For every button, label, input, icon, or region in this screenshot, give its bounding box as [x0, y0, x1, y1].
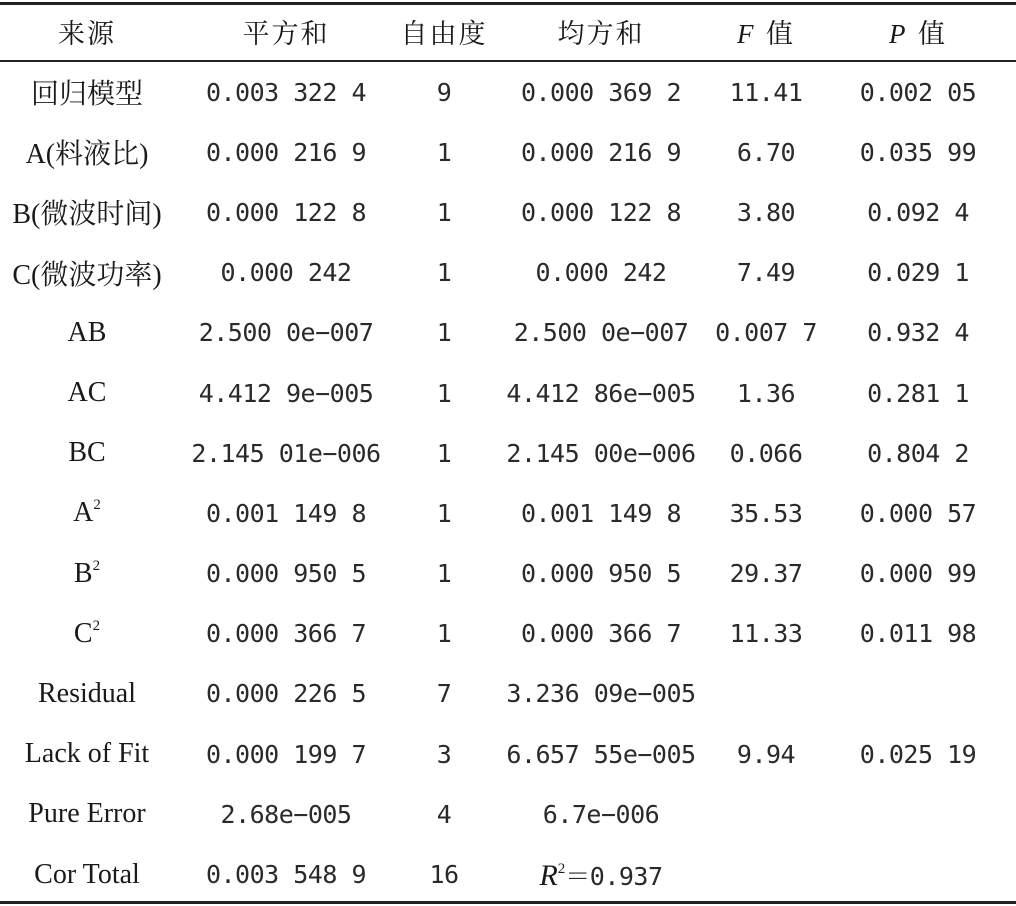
cell-source — [0, 423, 174, 483]
source-label: C — [73, 617, 93, 649]
header-sum-of-squares: 平方和 — [242, 18, 330, 50]
cell-p-value-total — [820, 844, 1016, 904]
cell-p-value: 0.804 2 — [867, 438, 969, 468]
cell-df: 7 — [436, 679, 452, 709]
cell-p-value: 0.025 19 — [859, 739, 977, 769]
cell-p-value — [820, 664, 1016, 724]
header-f-symbol: F — [736, 18, 756, 49]
source-label: AB — [67, 316, 107, 348]
cell-f-value: 11.41 — [729, 77, 803, 107]
cell-mean-square: 0.000 369 2 — [520, 77, 682, 107]
source-label: Lack of Fit — [24, 738, 150, 770]
source-exponent: 2 — [92, 617, 101, 634]
cell-mean-square: 0.001 149 8 — [520, 498, 682, 528]
cell-p-value: 0.011 98 — [859, 619, 977, 649]
cell-sum-of-squares-total: 0.003 548 9 — [205, 860, 367, 890]
cell-source — [0, 784, 174, 844]
cell-df: 1 — [436, 619, 452, 649]
source-label: Pure Error — [28, 798, 146, 830]
cell-df: 1 — [436, 137, 452, 167]
source-label: A(料液比) — [25, 139, 149, 171]
cell-sum-of-squares: 0.000 366 7 — [205, 619, 367, 649]
table-row — [0, 182, 1016, 242]
cell-source — [0, 664, 174, 724]
header-source: 来源 — [58, 18, 116, 50]
header-mean-square: 均方和 — [557, 18, 645, 50]
cell-df-total: 16 — [429, 860, 459, 890]
cell-mean-square: 0.000 216 9 — [520, 137, 682, 167]
table-row — [0, 122, 1016, 182]
cell-sum-of-squares: 0.001 149 8 — [205, 498, 367, 528]
cell-sum-of-squares: 2.500 0e−007 — [198, 318, 374, 348]
cell-f-value: 6.70 — [736, 137, 796, 167]
cell-df: 1 — [436, 318, 452, 348]
cell-sum-of-squares: 0.000 199 7 — [205, 739, 367, 769]
header-p-value — [820, 0, 1016, 62]
cell-f-value: 35.53 — [729, 498, 803, 528]
header-p-suffix: 值 — [907, 18, 948, 50]
cell-source — [0, 724, 174, 784]
cell-f-value — [712, 784, 820, 844]
cell-mean-square: 4.412 86e−005 — [506, 378, 696, 408]
cell-source — [0, 303, 174, 363]
cell-p-value: 0.029 1 — [867, 258, 969, 288]
cell-sum-of-squares: 0.000 216 9 — [205, 137, 367, 167]
header-f-suffix: 值 — [755, 18, 796, 50]
source-label: BC — [68, 437, 106, 469]
r-squared-symbol: R — [539, 858, 558, 892]
cell-df: 1 — [436, 197, 452, 227]
cell-df: 9 — [436, 77, 452, 107]
cell-df: 1 — [436, 438, 452, 468]
header-row — [0, 0, 1016, 62]
cell-sum-of-squares: 0.000 950 5 — [205, 559, 367, 589]
cell-source — [0, 243, 174, 303]
cell-sum-of-squares: 2.145 01e−006 — [191, 438, 381, 468]
cell-mean-square: 0.000 950 5 — [520, 559, 682, 589]
cell-f-value: 0.007 7 — [715, 318, 817, 348]
cell-p-value: 0.035 99 — [859, 137, 977, 167]
cell-df: 4 — [436, 799, 452, 829]
cell-p-value: 0.000 99 — [859, 559, 977, 589]
table-row — [0, 604, 1016, 664]
cell-mean-square: 2.145 00e−006 — [506, 438, 696, 468]
cell-sum-of-squares: 0.000 122 8 — [205, 197, 367, 227]
table-row — [0, 303, 1016, 363]
cell-source — [0, 483, 174, 543]
table-row — [0, 62, 1016, 122]
source-label: 回归模型 — [30, 79, 143, 111]
cell-df: 1 — [436, 559, 452, 589]
source-label: Residual — [38, 677, 136, 709]
table-row — [0, 243, 1016, 303]
cell-source — [0, 62, 174, 122]
cell-mean-square: 6.7e−006 — [542, 799, 660, 829]
cell-source — [0, 122, 174, 182]
total-row — [0, 844, 1016, 904]
table-row — [0, 423, 1016, 483]
cell-p-value: 0.932 4 — [867, 318, 969, 348]
cell-f-value — [712, 664, 820, 724]
source-exponent: 2 — [93, 497, 101, 514]
cell-f-value: 9.94 — [736, 739, 796, 769]
source-label: B(微波时间) — [12, 199, 162, 231]
cell-sum-of-squares: 4.412 9e−005 — [198, 378, 374, 408]
cell-sum-of-squares: 0.003 322 4 — [205, 77, 367, 107]
cell-sum-of-squares: 0.000 242 — [220, 258, 352, 288]
cell-sum-of-squares: 0.000 226 5 — [205, 679, 367, 709]
r-squared-value: ＝0.937 — [565, 861, 663, 891]
cell-source — [0, 363, 174, 423]
table-row — [0, 544, 1016, 604]
cell-r-squared — [490, 844, 712, 904]
cell-f-value: 29.37 — [729, 559, 803, 589]
cell-p-value: 0.002 05 — [859, 77, 977, 107]
cell-source — [0, 544, 174, 604]
cell-df: 1 — [436, 498, 452, 528]
table-row — [0, 664, 1016, 724]
cell-mean-square: 6.657 55e−005 — [506, 739, 696, 769]
cell-f-value-total — [712, 844, 820, 904]
table-row — [0, 724, 1016, 784]
cell-f-value: 1.36 — [736, 378, 796, 408]
source-label: AC — [67, 377, 107, 409]
cell-source — [0, 604, 174, 664]
table-row — [0, 483, 1016, 543]
cell-f-value: 11.33 — [729, 619, 803, 649]
cell-f-value: 3.80 — [736, 197, 796, 227]
table-row — [0, 363, 1016, 423]
cell-p-value — [820, 784, 1016, 844]
table-row — [0, 784, 1016, 844]
header-f-value — [712, 0, 820, 62]
r-squared-exponent: 2 — [557, 860, 566, 877]
cell-source — [0, 182, 174, 242]
cell-df: 3 — [436, 739, 452, 769]
cell-f-value: 7.49 — [736, 258, 796, 288]
cell-p-value: 0.092 4 — [867, 197, 969, 227]
cell-sum-of-squares: 2.68e−005 — [220, 799, 352, 829]
header-p-symbol: P — [888, 18, 908, 49]
cell-mean-square: 0.000 242 — [535, 258, 667, 288]
cell-source-total: Cor Total — [34, 858, 140, 890]
cell-mean-square: 3.236 09e−005 — [506, 679, 696, 709]
cell-mean-square: 0.000 366 7 — [520, 619, 682, 649]
cell-mean-square: 2.500 0e−007 — [513, 318, 689, 348]
cell-f-value: 0.066 — [729, 438, 803, 468]
cell-df: 1 — [436, 258, 452, 288]
cell-mean-square: 0.000 122 8 — [520, 197, 682, 227]
source-label: C(微波功率) — [12, 259, 162, 291]
source-exponent: 2 — [92, 557, 101, 574]
source-label: B — [73, 557, 93, 589]
cell-p-value: 0.000 57 — [859, 498, 977, 528]
cell-p-value: 0.281 1 — [867, 378, 969, 408]
header-degrees-of-freedom: 自由度 — [400, 18, 488, 50]
source-label: A — [73, 497, 94, 529]
cell-df: 1 — [436, 378, 452, 408]
